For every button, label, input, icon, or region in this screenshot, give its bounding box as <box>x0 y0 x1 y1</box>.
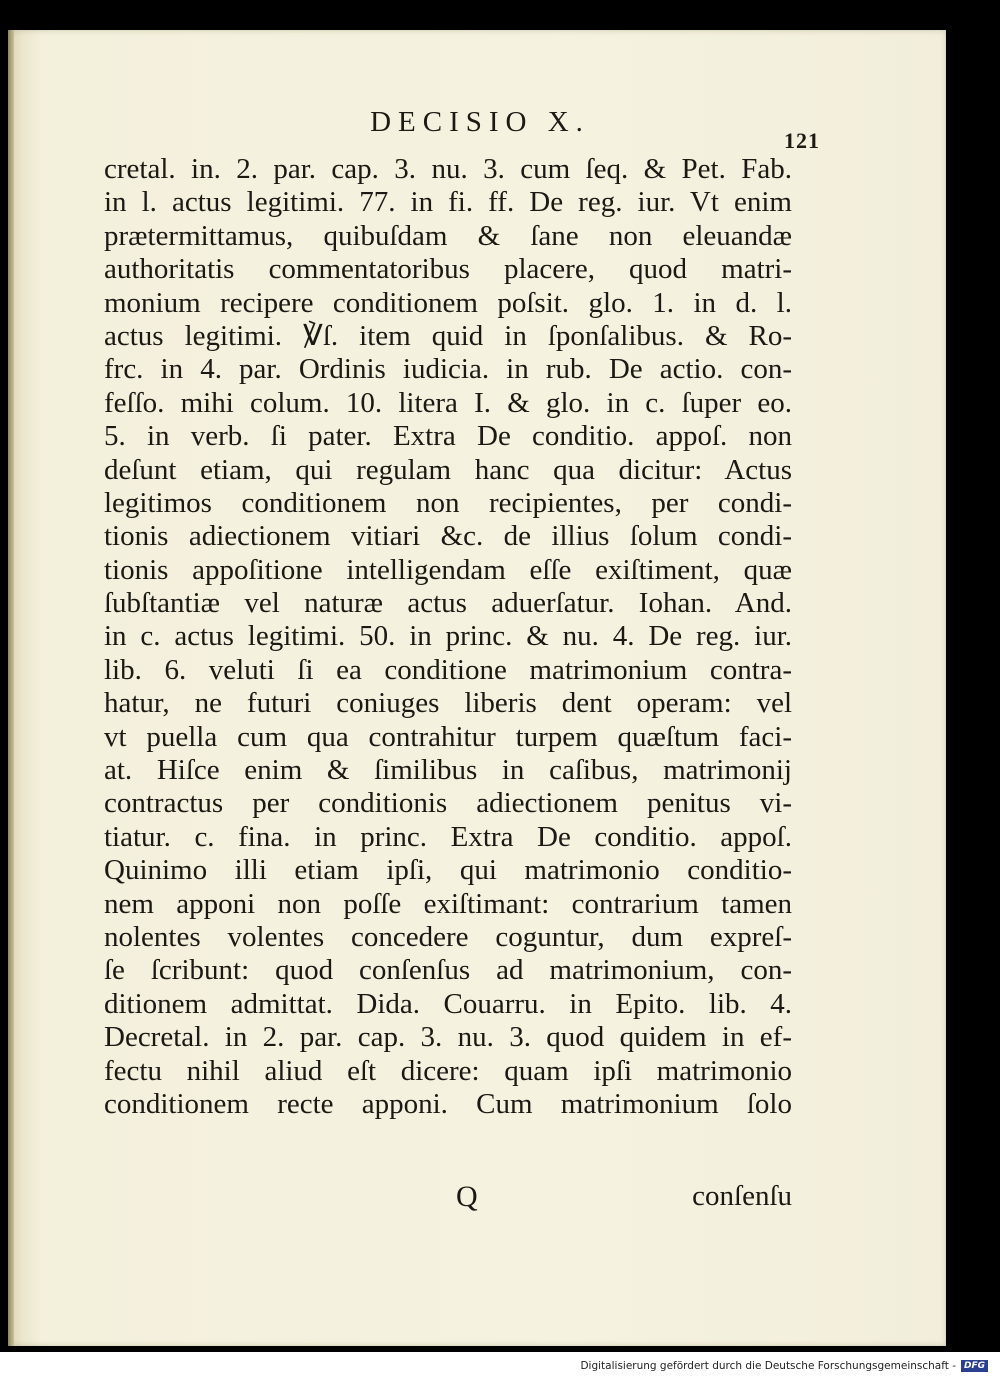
text-line: conditionem recte apponi. Cum matrimonium ſolo <box>104 1087 792 1120</box>
text-line: actus legitimi. ℣ſ. item quid in ſponſalibus. & Ro- <box>104 319 792 352</box>
text-line: ditionem admittat. Dida. Couarru. in Epito. lib. 4. <box>104 987 792 1020</box>
text-line: tionis appoſitione intelligendam eſſe exiſtiment, quæ <box>104 553 792 586</box>
text-line: tionis adiectionem vitiari &c. de illius ſolum condi- <box>104 520 792 553</box>
text-line: at. Hiſce enim & ſimilibus in caſibus, matrimonij <box>104 754 792 787</box>
running-title: DECISIO X. <box>370 106 590 138</box>
body-text <box>104 153 792 1121</box>
text-line: contractus per conditionis adiectionem penitus vi- <box>104 787 792 820</box>
text-line: frc. in 4. par. Ordinis iudicia. in rub. De actio. con- <box>104 353 792 386</box>
text-line: fectu nihil aliud eſt dicere: quam ipſi matrimonio <box>104 1054 792 1087</box>
text-line: ſubſtantiæ vel naturæ actus aduerſatur. Iohan. And. <box>104 587 792 620</box>
text-line: tiatur. c. fina. in princ. Extra De conditio. appoſ. <box>104 820 792 853</box>
text-line: authoritatis commentatoribus placere, quod matri- <box>104 253 792 286</box>
catchword: conſenſu <box>692 1180 792 1212</box>
text-line: cretal. in. 2. par. cap. 3. nu. 3. cum ſeq. & Pet. Fab. <box>104 153 792 185</box>
page-number: 121 <box>784 128 820 153</box>
text-line: Decretal. in 2. par. cap. 3. nu. 3. quod quidem in ef- <box>104 1021 792 1054</box>
text-line: prætermittamus, quibuſdam & ſane non eleuandæ <box>104 219 792 252</box>
text-line: hatur, ne futuri coniuges liberis dent operam: vel <box>104 687 792 720</box>
text-line: in l. actus legitimi. 77. in fi. ff. De reg. iur. Vt enim <box>104 186 792 219</box>
text-line: nolentes volentes concedere coguntur, dum expreſ- <box>104 920 792 953</box>
text-line: feſſo. mihi colum. 10. litera I. & glo. in c. ſuper eo. <box>104 386 792 419</box>
text-line: ſe ſcribunt: quod conſenſus ad matrimonium, con- <box>104 954 792 987</box>
digitization-footer <box>580 1360 988 1372</box>
book-page <box>8 30 946 1346</box>
text-line: nem apponi non poſſe exiſtimant: contrarium tamen <box>104 887 792 920</box>
catchword-row <box>104 1180 792 1216</box>
dfg-logo: DFG <box>961 1360 988 1372</box>
text-line: deſunt etiam, qui regulam hanc qua dicitur: Actus <box>104 453 792 486</box>
funding-credit: Digitalisierung gefördert durch die Deutsche Forschungsgemeinschaft - <box>580 1360 956 1372</box>
page-binding-edge <box>8 30 14 1346</box>
text-line: 5. in verb. ſi pater. Extra De conditio. appoſ. non <box>104 420 792 453</box>
text-line: in c. actus legitimi. 50. in princ. & nu. 4. De reg. iur. <box>104 620 792 653</box>
text-line: vt puella cum qua contrahitur turpem quæſtum faci- <box>104 720 792 753</box>
text-line: monium recipere conditionem poſsit. glo. 1. in d. l. <box>104 286 792 319</box>
text-line: legitimos conditionem non recipientes, per condi- <box>104 486 792 519</box>
text-line: lib. 6. veluti ſi ea conditione matrimonium contra- <box>104 653 792 686</box>
signature-mark: Q <box>456 1180 478 1213</box>
text-line: Quinimo illi etiam ipſi, qui matrimonio conditio- <box>104 854 792 887</box>
